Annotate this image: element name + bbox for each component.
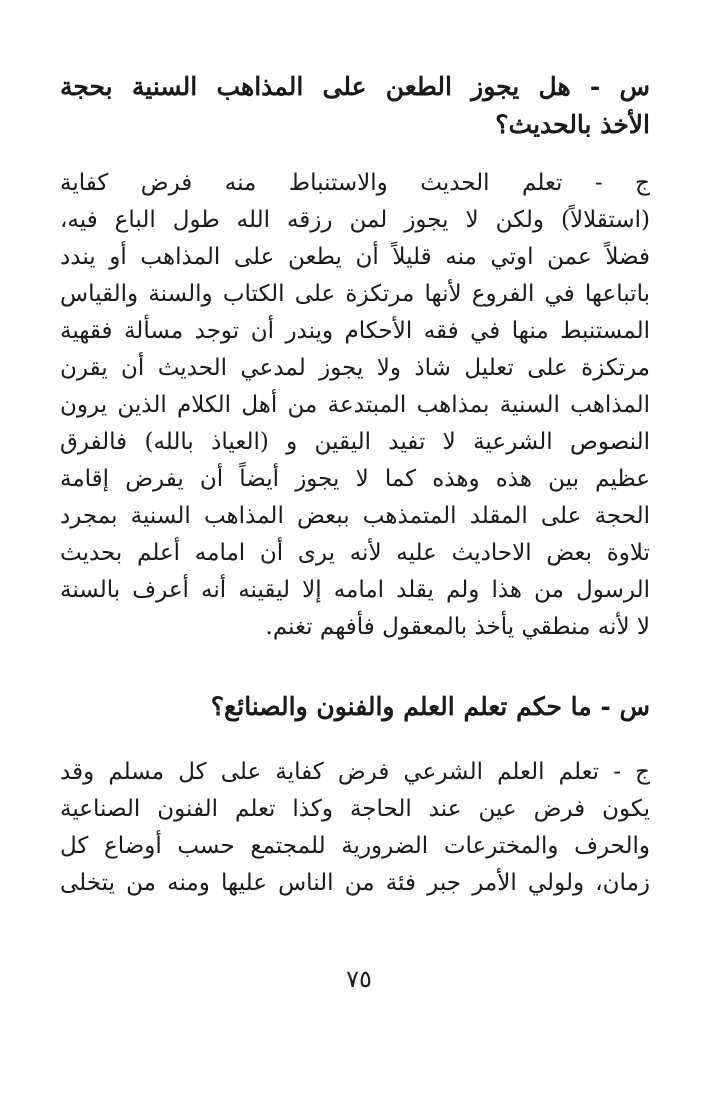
answer-1-line-6: مرتكزة على تعليل شاذ ولا يجوز لمدعي الحديث أن يقرن: [60, 355, 650, 381]
question-1-line-1: س - هل يجوز الطعن على المذاهب السنية بحجة: [60, 72, 650, 101]
answer-1-line-1: ج - تعلم الحديث والاستنباط منه فرض كفاية: [60, 170, 650, 196]
answer-1-line-2: (استقلالاً) ولكن لا يجوز لمن رزقه الله طول الباع فيه،: [60, 207, 650, 233]
answer-1-line-7: المذاهب السنية بمذاهب المبتدعة من أهل الكلام الذين يرون: [60, 392, 650, 418]
question-1-line-2: الأخذ بالحديث؟: [495, 110, 650, 139]
answer-2-line-2: يكون فرض عين عند الحاجة وكذا تعلم الفنون الصناعية: [60, 796, 650, 822]
answer-1-line-4: باتباعها في الفروع لأنها مرتكزة على الكتاب والسنة والقياس: [60, 281, 650, 307]
question-2-line-1: س - ما حكم تعلم العلم والفنون والصنائع؟: [210, 692, 650, 721]
page-number: ٧٥: [346, 965, 372, 993]
answer-1-line-11: تلاوة بعض الاحاديث عليه لأنه يرى أن امامه أعلم بحديث: [60, 540, 650, 566]
answer-1-line-5: المستنبط منها في فقه الأحكام ويندر أن توجد مسألة فقهية: [60, 318, 650, 344]
answer-1-line-9: عظيم بين هذه وهذه كما لا يجوز أيضاً أن يفرض إقامة: [60, 466, 650, 492]
answer-1-line-10: الحجة على المقلد المتمذهب ببعض المذاهب السنية بمجرد: [60, 503, 650, 529]
answer-2-line-4: زمان، ولولي الأمر جبر فئة من الناس عليها ومنه من يتخلى: [60, 870, 650, 896]
answer-1-line-13: لا لأنه منطقي يأخذ بالمعقول فأفهم تغنم.: [265, 614, 650, 640]
answer-1-line-8: النصوص الشرعية لا تفيد اليقين و (العياذ بالله) فالفرق: [60, 429, 650, 455]
answer-2-line-1: ج - تعلم العلم الشرعي فرض كفاية على كل مسلم وقد: [60, 759, 650, 785]
answer-1-line-12: الرسول من هذا ولم يقلد امامه إلا ليقينه أنه أعرف بالسنة: [60, 577, 650, 603]
answer-2-line-3: والحرف والمخترعات الضرورية للمجتمع حسب أوضاع كل: [60, 833, 650, 859]
answer-1-line-3: فضلاً عمن اوتي منه قليلاً أن يطعن على المذاهب أو يندد: [60, 244, 650, 270]
